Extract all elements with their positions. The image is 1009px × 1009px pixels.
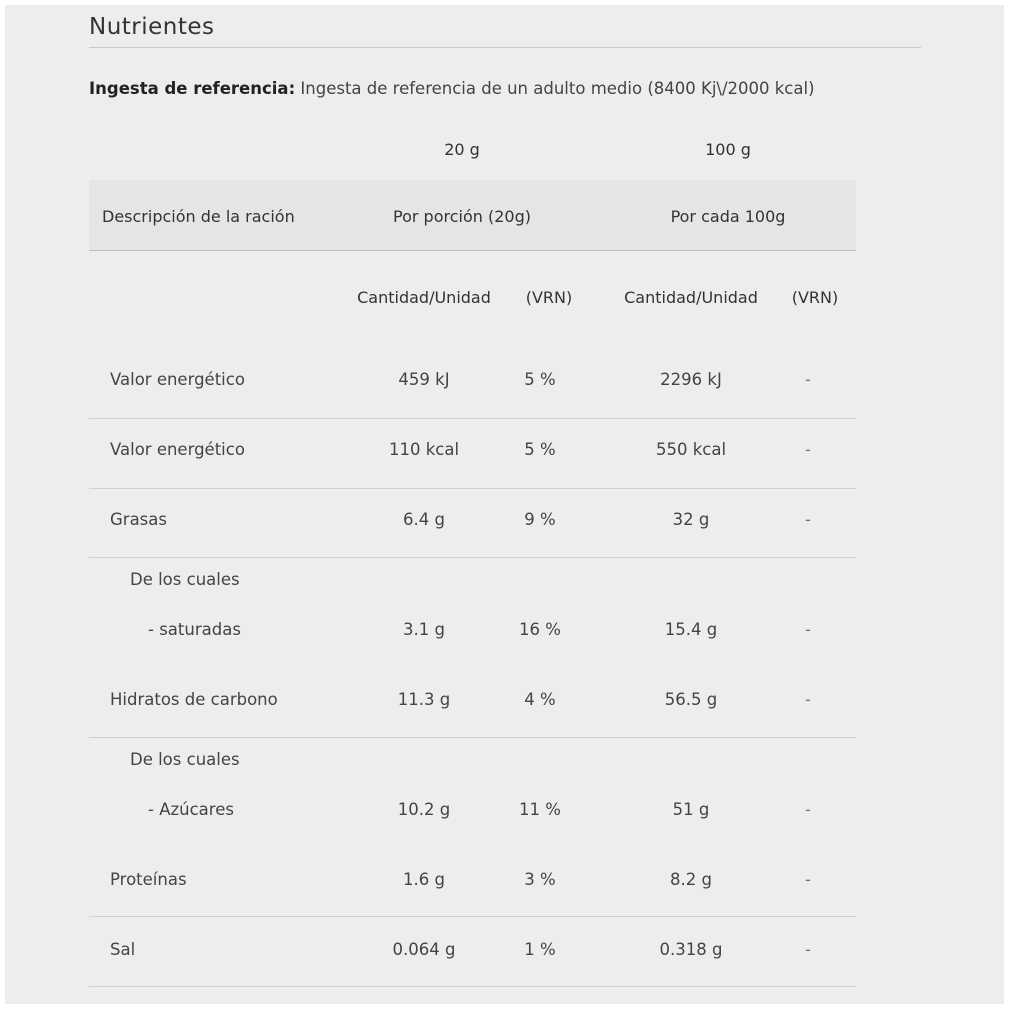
nutrient-portion: 3.1 g bbox=[403, 620, 445, 639]
nutrient-per100: 8.2 g bbox=[670, 870, 712, 889]
nutrient-vrn100: - bbox=[805, 620, 811, 639]
nutrient-vrn: 11 % bbox=[519, 800, 561, 819]
nutrient-name: Sal bbox=[110, 940, 136, 959]
row-divider bbox=[89, 488, 856, 489]
nutrient-per100: 32 g bbox=[672, 510, 710, 529]
nutrient-name: Valor energético bbox=[110, 440, 245, 459]
nutrient-portion: 6.4 g bbox=[403, 510, 445, 529]
nutrient-vrn100: - bbox=[805, 510, 811, 529]
section-title: Nutrientes bbox=[89, 14, 215, 40]
nutrient-portion: 459 kJ bbox=[398, 370, 450, 389]
subheader-vrn-portion: (VRN) bbox=[525, 288, 573, 307]
nutrient-per100: 0.318 g bbox=[659, 940, 723, 959]
nutrient-vrn: 3 % bbox=[524, 870, 556, 889]
row-divider bbox=[89, 418, 856, 419]
subheader-vrn-100: (VRN) bbox=[791, 288, 839, 307]
header-divider bbox=[89, 250, 856, 251]
nutrient-name: - saturadas bbox=[148, 620, 241, 639]
row-divider bbox=[89, 557, 856, 558]
header-per-portion: Por porción (20g) bbox=[393, 207, 531, 226]
portion-size-label: 20 g bbox=[444, 140, 480, 159]
nutrient-name: Proteínas bbox=[110, 870, 187, 889]
nutrient-name: Hidratos de carbono bbox=[110, 690, 278, 709]
nutrient-name: Grasas bbox=[110, 510, 167, 529]
nutrient-per100: 51 g bbox=[672, 800, 710, 819]
nutrient-vrn: 5 % bbox=[524, 370, 556, 389]
reference-intake-label: Ingesta de referencia: bbox=[89, 79, 296, 98]
nutrient-vrn100: - bbox=[805, 370, 811, 389]
nutrient-vrn: 5 % bbox=[524, 440, 556, 459]
header-description: Descripción de la ración bbox=[102, 207, 295, 226]
title-divider bbox=[89, 47, 921, 48]
nutrient-portion: 10.2 g bbox=[397, 800, 451, 819]
nutrient-portion: 11.3 g bbox=[397, 690, 451, 709]
nutrient-portion: 110 kcal bbox=[388, 440, 460, 459]
row-divider bbox=[89, 737, 856, 738]
nutrient-vrn100: - bbox=[805, 800, 811, 819]
reference-intake bbox=[89, 79, 815, 98]
nutrient-vrn: 4 % bbox=[524, 690, 556, 709]
nutrient-name: De los cuales bbox=[130, 570, 240, 589]
nutrient-portion: 1.6 g bbox=[403, 870, 445, 889]
nutrient-vrn: 16 % bbox=[519, 620, 561, 639]
nutrient-vrn100: - bbox=[805, 440, 811, 459]
nutrient-portion: 0.064 g bbox=[392, 940, 456, 959]
nutrition-panel bbox=[5, 5, 1004, 1004]
nutrient-per100: 56.5 g bbox=[664, 690, 718, 709]
nutrient-vrn100: - bbox=[805, 690, 811, 709]
nutrient-vrn100: - bbox=[805, 940, 811, 959]
nutrient-vrn100: - bbox=[805, 870, 811, 889]
subheader-qty-100: Cantidad/Unidad bbox=[624, 288, 758, 307]
nutrient-name: De los cuales bbox=[130, 750, 240, 769]
nutrient-per100: 550 kcal bbox=[655, 440, 727, 459]
nutrient-name: Valor energético bbox=[110, 370, 245, 389]
reference-intake-text: Ingesta de referencia de un adulto medio (8400 Kj\/2000 kcal) bbox=[295, 79, 815, 98]
row-divider bbox=[89, 916, 856, 917]
nutrient-per100: 2296 kJ bbox=[660, 370, 722, 389]
header-per-100: Por cada 100g bbox=[670, 207, 786, 226]
row-divider bbox=[89, 986, 856, 987]
nutrient-vrn: 1 % bbox=[524, 940, 556, 959]
nutrient-vrn: 9 % bbox=[524, 510, 556, 529]
subheader-qty-portion: Cantidad/Unidad bbox=[357, 288, 491, 307]
base-size-label: 100 g bbox=[705, 140, 751, 159]
nutrient-per100: 15.4 g bbox=[664, 620, 718, 639]
nutrient-name: - Azúcares bbox=[148, 800, 234, 819]
